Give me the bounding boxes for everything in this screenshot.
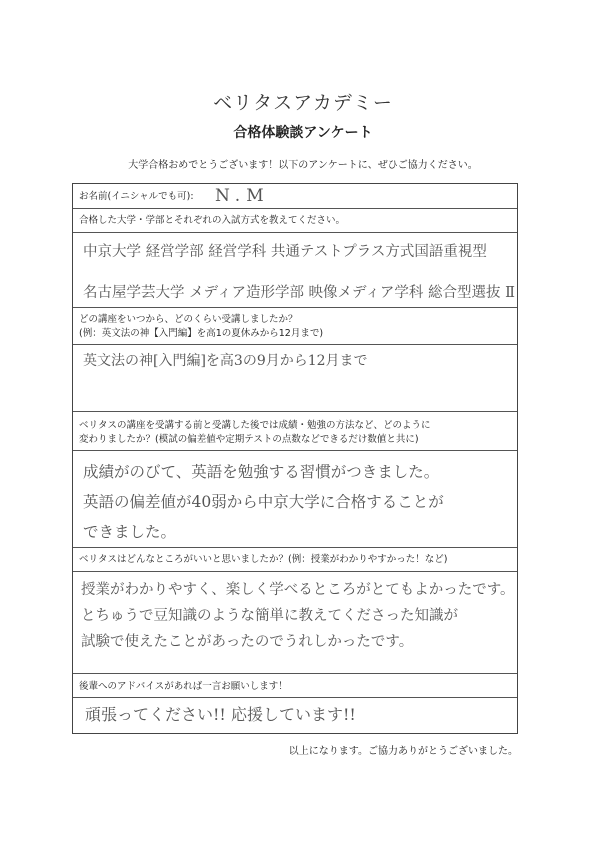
- course-answer: 英文法の神[入門編]を高3の9月から12月まで: [83, 353, 368, 369]
- change-label-line1: ベリタスの講座を受講する前と受講した後では成績・勉強の方法など、どのように: [79, 420, 431, 431]
- label-divider: [73, 232, 517, 233]
- survey-form: [72, 183, 518, 734]
- university-entry-1: 中京大学 経営学部 経営学科 共通テストプラス方式国語重視型: [83, 244, 487, 260]
- change-answer-line1: 成績がのびて、英語を勉強する習慣がつきました。: [83, 463, 440, 481]
- universities-label: 合格した大学・学部とそれぞれの入試方式を教えてください。: [79, 215, 346, 226]
- page-title: 合格体験談アンケート: [233, 125, 373, 141]
- university-entry-2: 名古屋学芸大学 メディア造形学部 映像メディア学科 総合型選抜 Ⅱ: [83, 285, 515, 301]
- label-divider: [73, 571, 517, 572]
- course-label-line1: どの講座をいつから、どのくらい受講しましたか？: [79, 314, 298, 325]
- advice-label: 後輩へのアドバイスがあれば一言お願いします！: [79, 681, 288, 692]
- closing-text: 以上になります。ご協力ありがとうございました。: [288, 746, 518, 757]
- good-points-label: ベリタスはどんなところがいいと思いましたか？(例：授業がわかりやすかった！など): [79, 554, 448, 565]
- good-points-answer-line2: とちゅうで豆知識のような簡単に教えてくださった知識が: [81, 608, 458, 624]
- label-divider: [73, 450, 517, 451]
- label-divider: [73, 344, 517, 345]
- course-row: [73, 308, 517, 412]
- good-points-row: [73, 548, 517, 674]
- label-divider: [73, 697, 517, 698]
- change-label-line2: 変わりましたか？(模試の偏差値や定期テストの点数などできるだけ数値と共に): [79, 434, 419, 445]
- brand-logo: ベリタスアカデミー: [213, 92, 393, 114]
- good-points-answer-line1: 授業がわかりやすく、楽しく学べるところがとてもよかったです。: [81, 582, 515, 598]
- course-label-line2: (例：英文法の神【入門編】を高1の夏休みから12月まで): [79, 328, 324, 339]
- universities-row: [73, 209, 517, 308]
- name-row: [73, 184, 517, 209]
- change-row: [73, 412, 517, 548]
- name-label: お名前(イニシャルでも可):: [79, 191, 194, 202]
- advice-row: [73, 674, 517, 733]
- good-points-answer-line3: 試験で使えたことがあったのでうれしかったです。: [81, 634, 414, 650]
- name-value: N.M: [215, 186, 270, 206]
- change-answer-line3: できました。: [83, 523, 177, 541]
- intro-text: 大学合格おめでとうございます！以下のアンケートに、ぜひご協力ください。: [128, 160, 478, 171]
- advice-answer: 頑張ってください!! 応援しています!!: [85, 705, 356, 724]
- change-answer-line2: 英語の偏差値が40弱から中京大学に合格することが: [83, 493, 444, 511]
